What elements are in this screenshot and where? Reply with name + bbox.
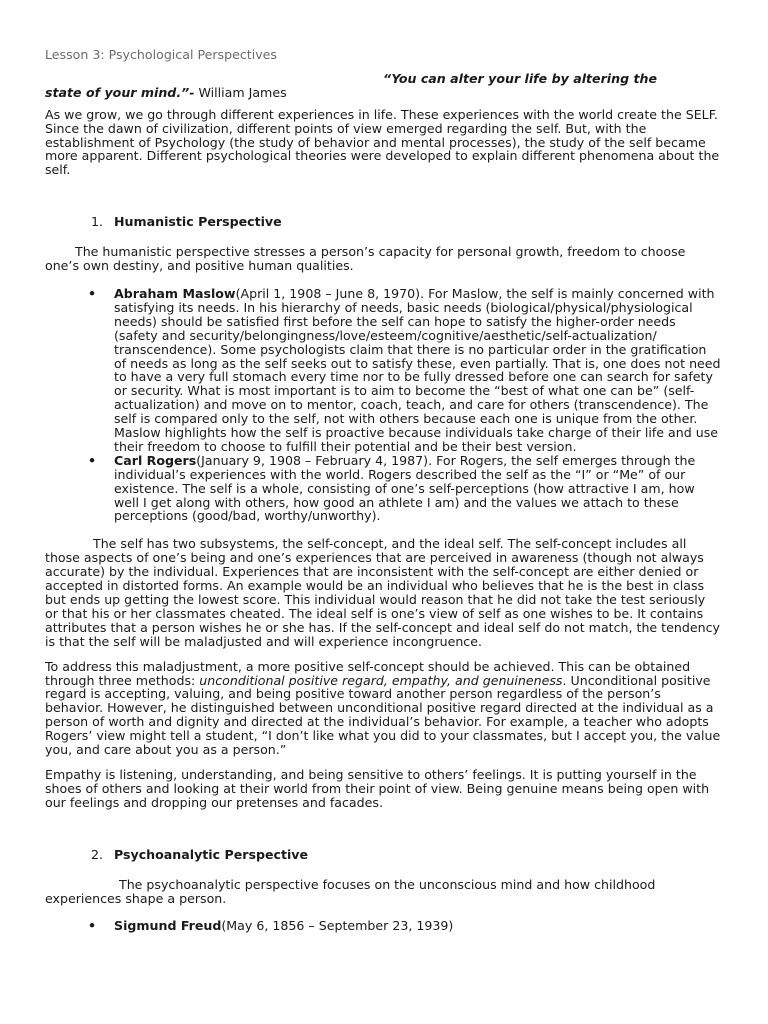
three-methods: unconditional positive regard, empathy, and genuineness bbox=[199, 672, 563, 688]
bullet-icon: • bbox=[88, 918, 97, 934]
document-page bbox=[45, 48, 721, 947]
quote-author: William James bbox=[198, 84, 287, 100]
theorist-name: Sigmund Freud bbox=[114, 918, 222, 934]
section-heading-humanistic bbox=[45, 215, 721, 229]
theorist-description: (April 1, 1908 – June 8, 1970). For Maslow, the self is mainly concerned with satisfying its needs. In his hierarchy of needs, basic needs (biological/physical/physiological needs) should be satisfied first before the self can hope to satisfy the higher-order needs (safety and security/belongingness/love/esteem/cognitive/aesthetic/self-actualization/ transcendence). Some psychologists claim that there is no particular order in the gratification of needs as long as the self seeks out to satisfy these, even partially. That is, one does not need to have a very full stomach every time nor to be fully dressed before one can search for safety or security. What is most important is to aim to become the “best of what one can be” (self-actualization) and move on to mentor, coach, teach, and care for others (transcendence). The self is compared only to the self, not with others because each one is unique from the other. Maslow highlights how the self is proactive because individuals take charge of their life and use their freedom to choose to fulfill their potential and be their best version. bbox=[114, 285, 721, 454]
humanistic-theorists-list bbox=[45, 287, 721, 523]
quote-line-2: state of your mind.”- bbox=[45, 84, 195, 100]
section-title: Psychoanalytic Perspective bbox=[114, 846, 309, 862]
section-heading-psychoanalytic bbox=[45, 848, 721, 862]
theorist-description: (January 9, 1908 – February 4, 1987). For Rogers, the self emerges through the individual’s experiences with the world. Rogers described the self as the “I” or “Me” of our existence. The self is a whole, consisting of one’s self-perceptions (how attractive I am, how well I get along with others, how good an athlete I am) and the values we attach to these perceptions (good/bad, worthy/unworthy). bbox=[114, 452, 696, 524]
psychoanalytic-intro: The psychoanalytic perspective focuses on the unconscious mind and how childhood experiences shape a person. bbox=[45, 876, 656, 906]
section-number: 2. bbox=[91, 846, 104, 862]
maladjustment-text-end: . Unconditional positive regard is accepting, valuing, and being positive toward another person regardless of the person’s behavior. However, he distinguished between unconditional positive regard directed at the individual as a person of worth and dignity and directed at the individual’s behavior. For example, a teacher who adopts Rogers’ view might tell a student, “I don’t like what you did to your classmates, but I accept you, the value you, and care about you as a person.” bbox=[45, 672, 721, 758]
maladjustment-text-start: To address this maladjustment, a more positive self-concept should be achieved. This can be obtained through three methods: bbox=[45, 658, 691, 688]
bullet-icon: • bbox=[88, 452, 97, 468]
theorist-name: Carl Rogers bbox=[114, 452, 197, 468]
subsystems-paragraph: The self has two subsystems, the self-concept, and the ideal self. The self-concept includes all those aspects of one’s being and one’s experiences that are perceived in awareness (though not always accurate) by the individual. Experiences that are inconsistent with the self-concept are either denied or accepted in distorted forms. An example would be an individual who believes that he is the best in class but ends up getting the lowest score. This individual would reason that he did not take the test seriously or that his or her classmates cheated. The ideal self is one’s view of self as one wishes to be. It contains attributes that a person wishes he or she has. If the self-concept and ideal self do not match, the tendency is that the self will be maladjusted and will experience incongruence. bbox=[45, 536, 720, 649]
list-item-rogers bbox=[45, 454, 721, 524]
bullet-icon: • bbox=[88, 285, 97, 301]
quote-line-1: “You can alter your life by altering the bbox=[383, 70, 657, 86]
psychoanalytic-theorists-list bbox=[45, 919, 721, 933]
empathy-paragraph: Empathy is listening, understanding, and being sensitive to others’ feelings. It is putting yourself in the shoes of others and looking at their world from their point of view. Being genuine means being open with our feelings and dropping our pretenses and facades. bbox=[45, 766, 710, 810]
section-number: 1. bbox=[91, 214, 104, 230]
quote-block bbox=[45, 72, 721, 100]
list-item-freud bbox=[45, 919, 721, 933]
humanistic-intro: The humanistic perspective stresses a person’s capacity for personal growth, freedom to choose one’s own destiny, and positive human qualities. bbox=[45, 244, 686, 274]
list-item-maslow bbox=[45, 287, 721, 454]
intro-paragraph: As we grow, we go through different experiences in life. These experiences with the world create the SELF. Since the dawn of civilization, different points of view emerged regarding the self. But, with the establishment of Psychology (the study of behavior and mental processes), the study of the self became more apparent. Different psychological theories were developed to explain different phenomena about the self. bbox=[45, 106, 720, 178]
maladjustment-paragraph bbox=[45, 660, 721, 757]
section-title: Humanistic Perspective bbox=[114, 214, 282, 230]
theorist-description: (May 6, 1856 – September 23, 1939) bbox=[221, 918, 454, 934]
theorist-name: Abraham Maslow bbox=[114, 285, 236, 301]
lesson-title: Lesson 3: Psychological Perspectives bbox=[45, 47, 277, 62]
